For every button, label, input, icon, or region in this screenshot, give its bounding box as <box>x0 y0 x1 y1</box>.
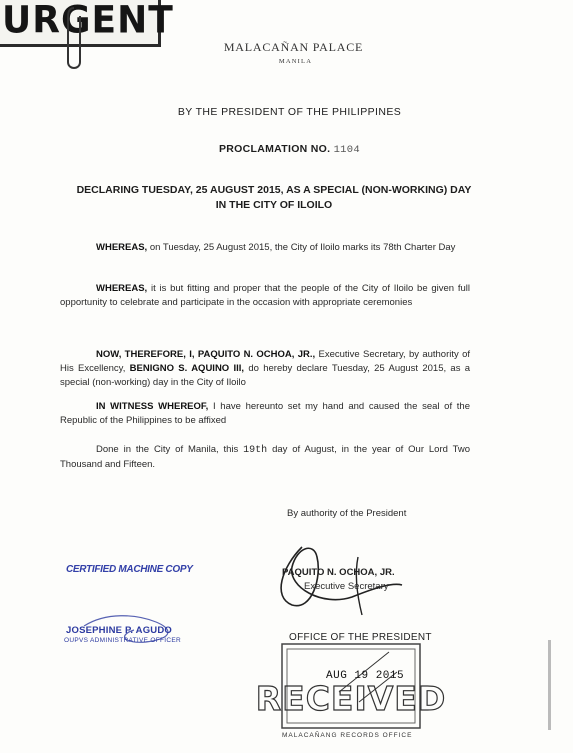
whereas-paragraph-2 <box>60 282 470 310</box>
letterhead-palace: MALACAÑAN PALACE <box>223 40 364 54</box>
witness-lead: IN WITNESS WHEREOF, <box>96 401 209 412</box>
urgent-stamp-text: URGENT <box>2 0 174 43</box>
declaration-president-name: BENIGNO S. AQUINO III, <box>129 363 245 374</box>
letterhead-city: MANILA <box>278 58 313 65</box>
by-president-line: BY THE PRESIDENT OF THE PHILIPPINES <box>177 106 402 118</box>
proclamation-number-line <box>12 143 567 156</box>
received-stamp <box>255 632 447 744</box>
declaration-paragraph <box>60 348 470 390</box>
certified-copy-stamp: CERTIFIED MACHINE COPY <box>66 564 193 575</box>
received-date: AUG 19 2015 <box>326 670 405 682</box>
whereas-paragraph-1 <box>60 241 470 255</box>
by-authority-line: By authority of the President <box>287 508 407 519</box>
page-edge-mark <box>548 640 551 730</box>
declaration-lead: NOW, THEREFORE, I, PAQUITO N. OCHOA, JR., <box>96 349 316 360</box>
done-text-b: day of August, in the year of Our Lord Two Thousand and Fifteen. <box>60 444 471 470</box>
done-text-a: Done in the City of Manila, this <box>96 444 239 455</box>
whereas-text-2: it is but fitting and proper that the people of the City of Iloilo be given full opportunity to celebrate and participate in the occasion with appropriate ceremonies <box>60 283 470 308</box>
proclamation-number: 1104 <box>333 144 360 156</box>
custodian-name: JOSEPHINE P. AGUDO <box>66 625 173 636</box>
proclamation-title: DECLARING TUESDAY, 25 AUGUST 2015, AS A SPECIAL (NON-WORKING) DAY IN THE CITY OF ILOILO <box>76 184 472 211</box>
whereas-lead-2: WHEREAS, <box>96 283 148 294</box>
custodian-title: OUPVS ADMINISTRATIVE OFFICER <box>64 637 181 644</box>
whereas-text-1: on Tuesday, 25 August 2015, the City of Iloilo marks its 78th Charter Day <box>149 242 456 253</box>
done-paragraph <box>60 443 470 472</box>
whereas-lead-1: WHEREAS, <box>96 242 148 253</box>
done-day: 19th <box>243 445 268 456</box>
received-records-office: MALACAÑANG RECORDS OFFICE <box>282 732 413 739</box>
received-stamp-word: RECEIVED <box>255 679 447 718</box>
signatory-title: Executive Secretary <box>304 581 389 592</box>
received-office: OFFICE OF THE PRESIDENT <box>289 632 432 643</box>
signatory-name: PAQUITO N. OCHOA, JR. <box>282 567 395 578</box>
witness-paragraph <box>60 400 470 428</box>
declaration-text-b: do hereby declare Tuesday, 25 August 2015, as a special (non-working) day in the City of Iloilo <box>60 363 471 388</box>
proclamation-label: PROCLAMATION NO. <box>219 143 331 155</box>
received-stamp-frame <box>255 632 447 744</box>
witness-text: I have hereunto set my hand and caused the seal of the Republic of the Philippines to be affixed <box>60 401 470 426</box>
declaration-text-a: Executive Secretary, by authority of His Excellency, <box>60 349 471 374</box>
